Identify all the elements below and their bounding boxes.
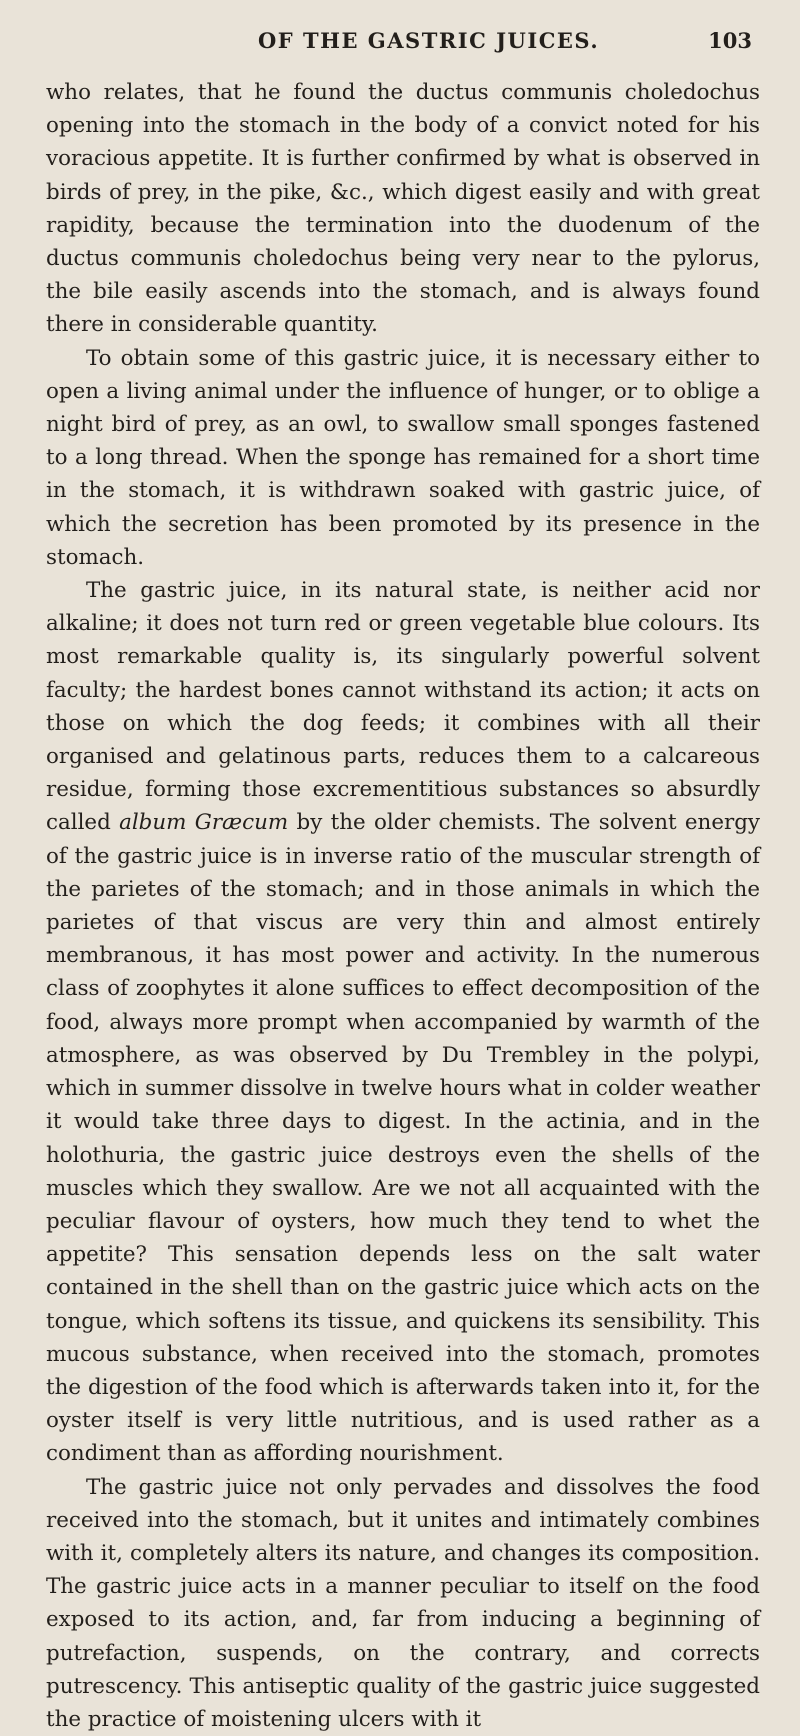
paragraph-3-part-2: by the older chemists. The solvent energy of the gastric juice is in inverse ratio of the muscular strength of the parietes of the stomach; and in those animals in which the parietes of that viscus are very thin and almost entirely membranous, it has most power and activity. In the numerous class of zoophytes it alone suffices to effect decomposition of the food, always more prompt when accompanied by warmth of the atmosphere, as was observed by Du Trembley in the polypi, which in summer dissolve in twelve hours what in colder weather it would take three days to digest. In the actinia, and in the holothuria, the gastric juice destroys even the shells of the muscles which they swallow. Are we not all acquainted with the peculiar flavour of oysters, how much they tend to whet the appetite? This sensation depends less on the salt water contained in the shell than on the gastric juice which acts on the tongue, which softens its tissue, and quickens its sensibility. This mucous substance, when received into the stomach, promotes the digestion of the food which is afterwards taken into it, for the oyster itself is very little nutritious, and is used rather as a condiment than as affording nourishment.: [46, 810, 760, 1467]
paragraph-1: who relates, that he found the ductus communis choledochus opening into the stomach in the body of a convict noted for his voracious appetite. It is further confirmed by what is observed in birds of prey, in the pike, &c., which digest easily and with great rapidity, because the termination into the duodenum of the ductus communis choledochus being very near to the pylorus, the bile easily ascends into the stomach, and is always found there in considerable quantity.: [46, 80, 760, 338]
paragraph-2: To obtain some of this gastric juice, it is necessary either to open a living animal under the influence of hunger, or to oblige a night bird of prey, as an owl, to swallow small sponges fastened to a long thread. When the sponge has remained for a short time in the stomach, it is withdrawn soaked with gastric juice, of which the secretion has been promoted by its presence in the stomach.: [46, 345, 760, 570]
paragraph-3: [46, 574, 760, 1470]
paragraph-4: The gastric juice not only pervades and dissolves the food received into the stomach, but it unites and intimately combines with it, completely alters its nature, and changes its composition. The gastric juice acts in a manner peculiar to itself on the food exposed to its action, and, far from inducing a beginning of putrefaction, suspends, on the contrary, and corrects putrescency. This antiseptic quality of the gastric juice suggested the practice of moistening ulcers with it: [46, 1474, 760, 1732]
body-text: [46, 76, 760, 1736]
paragraph-3-part-1: The gastric juice, in its natural state, is neither acid nor alkaline; it does not turn red or green vegetable blue colours. Its most remarkable quality is, its singularly powerful solvent faculty; the hardest bones cannot withstand its action; it acts on those on which the dog feeds; it combines with all their organised and gelatinous parts, reduces them to a calcareous residue, forming those excrementitious substances so absurdly called: [46, 578, 760, 836]
page-header: [0, 22, 800, 62]
album-graecum-term: album Græcum: [119, 810, 289, 836]
page-number: 103: [708, 28, 752, 53]
running-head: OF THE GASTRIC JUICES.: [258, 28, 600, 53]
